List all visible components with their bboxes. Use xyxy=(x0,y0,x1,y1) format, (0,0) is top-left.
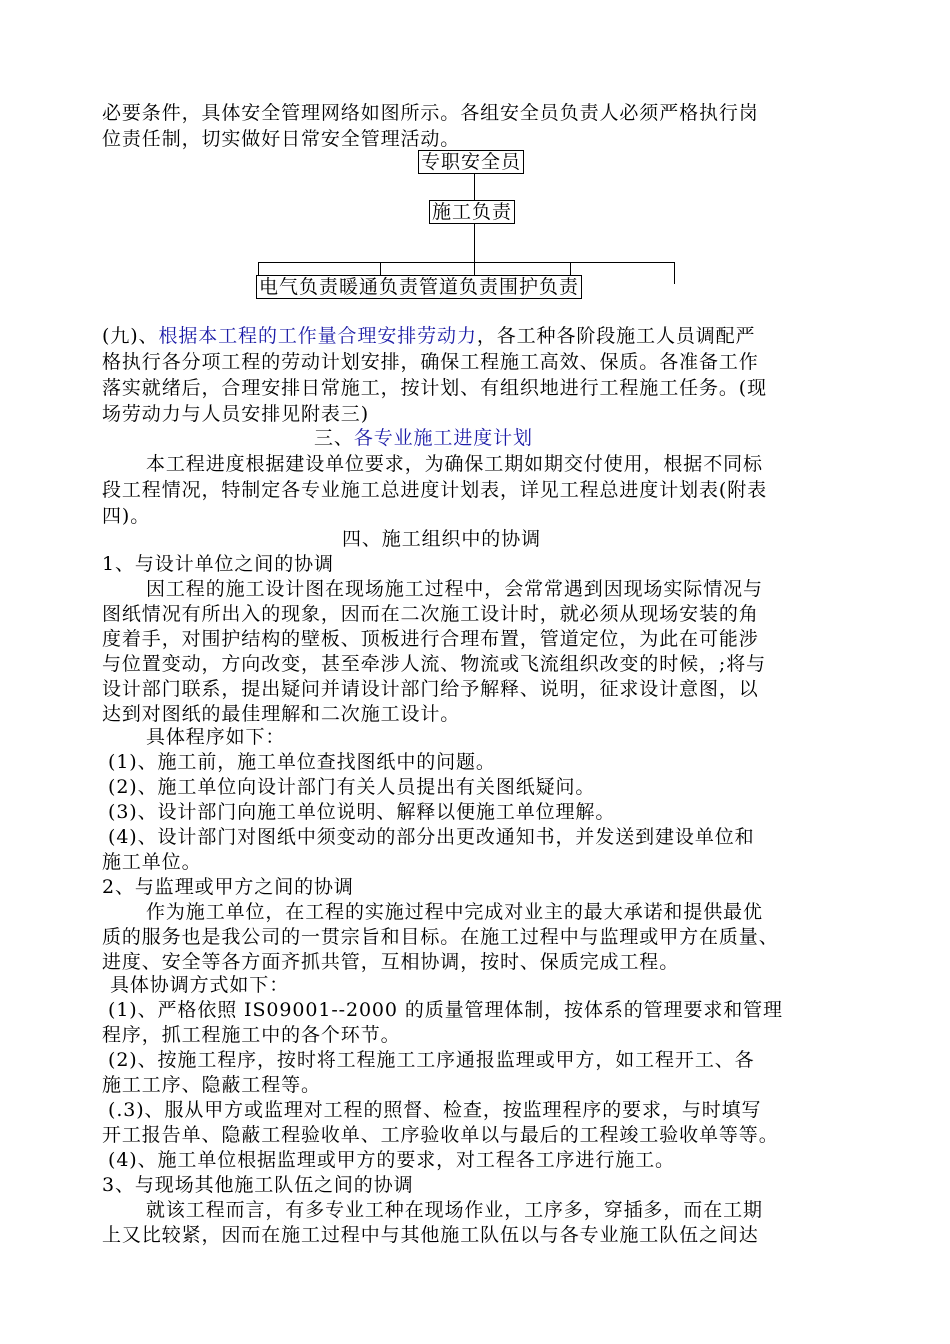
subheading-3: 3、与现场其他施工队伍之间的协调 xyxy=(102,1174,414,1196)
section9-highlight: 根据本工程的工作量合理安排劳动力 xyxy=(158,325,477,347)
heading3-prefix: 三、 xyxy=(314,427,354,449)
body-text-line: 必要条件，具体安全管理网络如图所示。各组安全员负责人必须严格执行岗 xyxy=(102,102,759,124)
method-item: (.3)、服从甲方或监理对工程的照督、检查，按监理程序的要求，与时填写 xyxy=(108,1099,762,1121)
method-item: (1)、严格依照 IS09001--2000 的质量管理体制，按体系的管理要求和管理 xyxy=(108,999,783,1021)
org-node-safety-officer: 专职安全员 xyxy=(418,150,524,174)
body-text-line: 位责任制，切实做好日常安全管理活动。 xyxy=(102,128,461,150)
section-heading-4: 四、施工组织中的协调 xyxy=(342,528,542,550)
org-connector xyxy=(474,172,475,202)
method-item: 程序，抓工程施工中的各个环节。 xyxy=(102,1024,401,1046)
subheading-1: 1、与设计单位之间的协调 xyxy=(102,553,334,575)
heading3-title: 各专业施工进度计划 xyxy=(353,427,533,449)
org-node-departments: 电气负责暖通负责管道负责围护负责 xyxy=(256,275,582,299)
body-text-line: 图纸情况有所出入的现象，因而在二次施工设计时，就必须从现场安装的角 xyxy=(102,603,759,625)
body-text-line: 质的服务也是我公司的一贯宗旨和目标。在施工过程中与监理或甲方在质量、 xyxy=(102,926,779,948)
procedure-item: (1)、施工前，施工单位查找图纸中的问题。 xyxy=(108,751,496,773)
body-text-line: 四)。 xyxy=(102,505,151,527)
body-text-line: 格执行各分项工程的劳动计划安排，确保工程施工高效、保质。各准备工作 xyxy=(102,351,759,373)
body-text-line: 上又比较紧，因而在施工过程中与其他施工队伍以与各专业施工队伍之间达 xyxy=(102,1224,759,1246)
org-node-construction-lead: 施工负责 xyxy=(429,200,515,224)
org-branch-line xyxy=(258,262,674,263)
section-heading-3 xyxy=(314,425,714,451)
procedure-item: (3)、设计部门向施工单位说明、解释以便施工单位理解。 xyxy=(108,801,616,823)
procedure-title: 具体程序如下： xyxy=(146,726,286,748)
body-text-line: 场劳动力与人员安排见附表三) xyxy=(102,403,370,425)
body-text-line: 与位置变动，方向改变，甚至牵涉人流、物流或飞流组织改变的时候，;将与 xyxy=(102,653,767,675)
body-text-line: 进度、安全等各方面齐抓共管，互相协调，按时、保质完成工程。 xyxy=(102,951,680,973)
section9-rest: ，各工种各阶段施工人员调配严 xyxy=(476,325,756,347)
section9-prefix: (九)、 xyxy=(102,325,159,347)
body-text-line: 因工程的施工设计图在现场施工过程中，会常常遇到因现场实际情况与 xyxy=(146,578,763,600)
method-item: 开工报告单、隐蔽工程验收单、工序验收单以与最后的工程竣工验收单等等。 xyxy=(102,1124,779,1146)
body-text-line: 落实就绪后，合理安排日常施工，按计划、有组织地进行工程施工任务。(现 xyxy=(102,377,768,399)
section9-line xyxy=(102,323,850,349)
method-item: (2)、按施工程序，按时将工程施工工序通报监理或甲方，如工程开工、各 xyxy=(108,1049,755,1071)
body-text-line: 达到对图纸的最佳理解和二次施工设计。 xyxy=(102,703,461,725)
body-text-line: 就该工程而言，有多专业工种在现场作业，工序多，穿插多，而在工期 xyxy=(146,1199,763,1221)
procedure-item: (4)、设计部门对图纸中须变动的部分出更改通知书，并发送到建设单位和 xyxy=(108,826,755,848)
org-connector xyxy=(674,262,675,284)
subheading-2: 2、与监理或甲方之间的协调 xyxy=(102,876,354,898)
body-text-line: 度着手，对围护结构的壁板、顶板进行合理布置，管道定位，为此在可能涉 xyxy=(102,628,759,650)
method-title: 具体协调方式如下： xyxy=(110,974,290,996)
body-text-line: 设计部门联系，提出疑问并请设计部门给予解释、说明，征求设计意图，以 xyxy=(102,678,759,700)
body-text-line: 段工程情况，特制定各专业施工总进度计划表，详见工程总进度计划表(附表 xyxy=(102,479,768,501)
procedure-item: (2)、施工单位向设计部门有关人员提出有关图纸疑问。 xyxy=(108,776,596,798)
method-item: 施工工序、隐蔽工程等。 xyxy=(102,1074,321,1096)
procedure-item: 施工单位。 xyxy=(102,851,202,873)
method-item: (4)、施工单位根据监理或甲方的要求，对工程各工序进行施工。 xyxy=(108,1149,675,1171)
body-text-line: 本工程进度根据建设单位要求，为确保工期如期交付使用，根据不同标 xyxy=(146,453,763,475)
body-text-line: 作为施工单位，在工程的实施过程中完成对业主的最大承诺和提供最优 xyxy=(146,901,763,923)
